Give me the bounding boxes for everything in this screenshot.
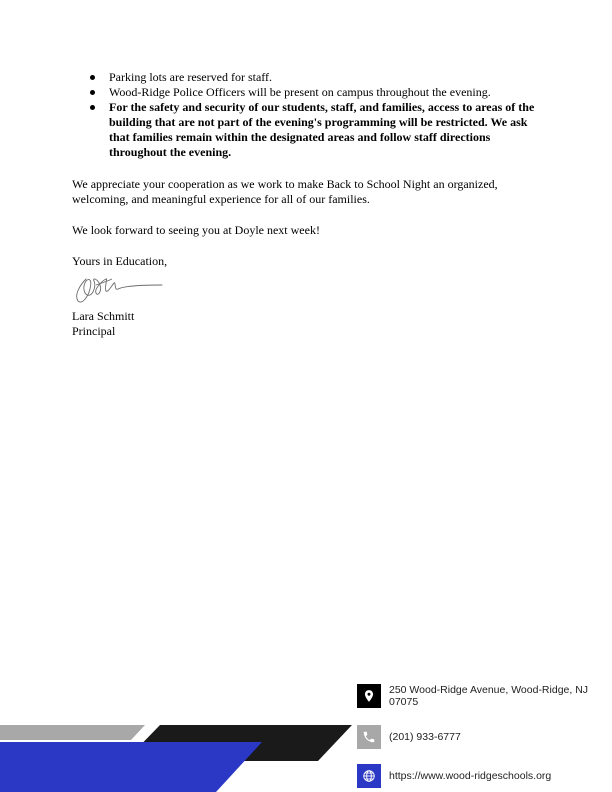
bullet-dot-icon [90,90,95,95]
phone-icon [357,725,381,749]
bullet-list [72,70,542,160]
bullet-dot-icon [90,75,95,80]
signer-name: Lara Schmitt [72,309,135,323]
bullet-dot-icon [90,105,95,110]
phone-text: (201) 933-6777 [389,731,461,743]
contact-address [357,684,612,708]
map-pin-icon [357,684,381,708]
bullet-text: Parking lots are reserved for staff. [109,70,273,84]
bullet-item [72,70,542,85]
bullet-text: For the safety and security of our students, staff, and families, access to areas of the building that are not part of the evening's programming will be restricted. We ask that families remain within the designated areas and follow staff directions throughout the evening. [109,100,535,159]
bullet-text: Wood-Ridge Police Officers will be present on campus throughout the evening. [109,85,491,99]
letter-body [72,70,542,339]
globe-icon [357,764,381,788]
bullet-item [72,85,542,100]
signature-image [72,271,164,307]
closing-paragraph: We look forward to seeing you at Doyle next week! [72,223,320,237]
signer-title: Principal [72,324,116,338]
appreciation-paragraph: We appreciate your cooperation as we work to make Back to School Night an organized, welcoming, and meaningful experience for all of our families. [72,177,498,206]
grey-stripe [0,725,145,740]
bullet-item-safety [72,100,542,160]
blue-stripe [0,742,262,792]
sign-off: Yours in Education, [72,254,168,268]
contact-phone [357,725,461,749]
contact-website [357,764,551,788]
dark-stripe [125,725,352,761]
address-text: 250 Wood-Ridge Avenue, Wood-Ridge, NJ 07075 [389,684,589,708]
website-link[interactable]: https://www.wood-ridgeschools.org [389,770,552,782]
